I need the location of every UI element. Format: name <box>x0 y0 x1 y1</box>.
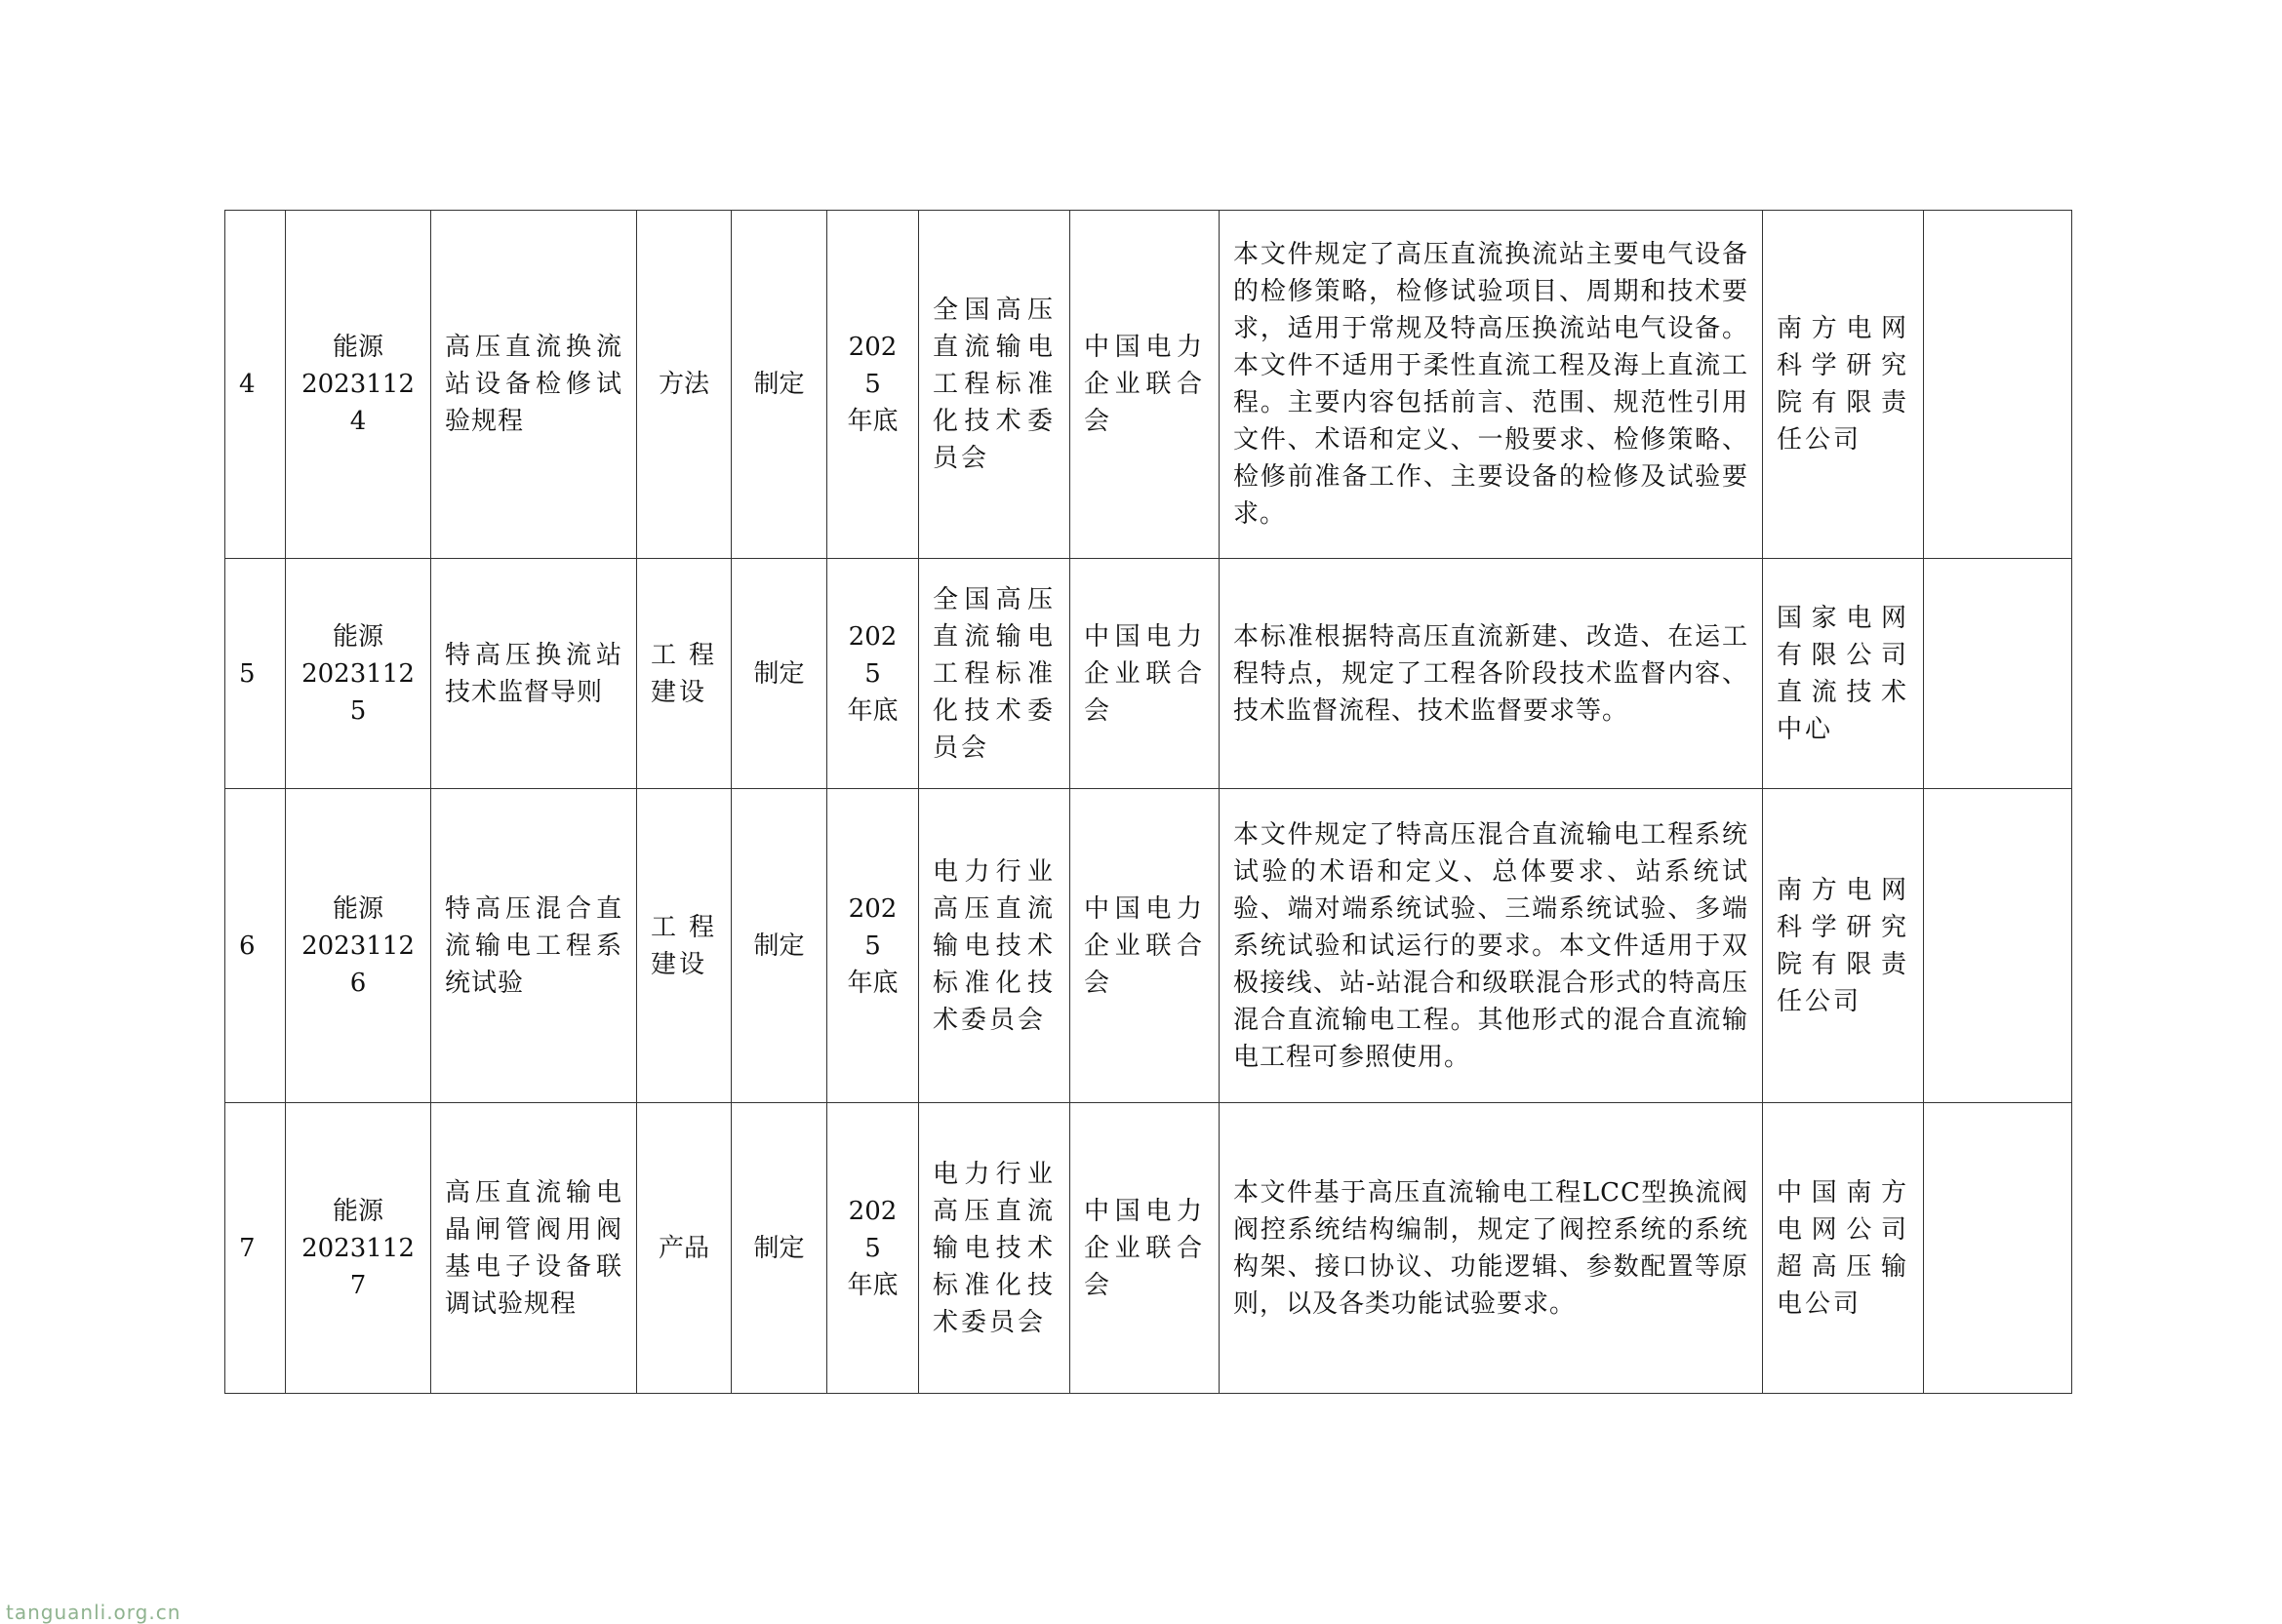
standard-type: 制定 <box>732 211 827 559</box>
row-number: 7 <box>225 1103 286 1394</box>
proposing-unit: 中国电力企业联合会 <box>1070 1103 1220 1394</box>
plan-code-prefix: 能源 <box>332 893 383 924</box>
standard-category: 工程建设 <box>637 559 732 789</box>
deadline-suffix: 年底 <box>847 695 899 726</box>
standard-type: 制定 <box>732 559 827 789</box>
standard-type: 制定 <box>732 789 827 1103</box>
proposing-unit: 中国电力企业联合会 <box>1070 789 1220 1103</box>
technical-committee: 电力行业高压直流输电技术标准化技术委员会 <box>919 789 1070 1103</box>
drafting-unit: 南方电网科学研究院有限责任公司 <box>1763 789 1924 1103</box>
standard-category: 产品 <box>637 1103 732 1394</box>
plan-code-cell <box>286 789 431 1103</box>
deadline-cell <box>827 1103 919 1394</box>
deadline-suffix: 年底 <box>847 407 899 436</box>
table-row <box>225 211 2072 559</box>
deadline-cell <box>827 559 919 789</box>
deadline-cell <box>827 789 919 1103</box>
drafting-unit: 中国南方电网公司超高压输电公司 <box>1763 1103 1924 1394</box>
proposing-unit: 中国电力企业联合会 <box>1070 559 1220 789</box>
table-row <box>225 1103 2072 1394</box>
remark-cell <box>1924 1103 2072 1394</box>
scope-description: 本文件基于高压直流输电工程LCC型换流阀阀控系统结构编制，规定了阀控系统的系统构架、接口协议、功能逻辑、参数配置等原则，以及各类功能试验要求。 <box>1220 1103 1763 1394</box>
deadline-suffix: 年底 <box>847 968 899 998</box>
row-number: 4 <box>225 211 286 559</box>
standard-name: 特高压换流站技术监督导则 <box>431 559 637 789</box>
technical-committee: 全国高压直流输电工程标准化技术委员会 <box>919 559 1070 789</box>
remark-cell <box>1924 211 2072 559</box>
scope-description: 本文件规定了特高压混合直流输电工程系统试验的术语和定义、总体要求、站系统试验、端对端系统试验、三端系统试验、多端系统试验和试运行的要求。本文件适用于双极接线、站-站混合和级联混合形式的特高压混合直流输电工程。其他形式的混合直流输电工程可参照使用。 <box>1220 789 1763 1103</box>
plan-code-prefix: 能源 <box>332 621 383 652</box>
plan-code-number: 20231127 <box>301 1233 415 1300</box>
standard-name: 特高压混合直流输电工程系统试验 <box>431 789 637 1103</box>
plan-code-cell <box>286 1103 431 1394</box>
technical-committee: 电力行业高压直流输电技术标准化技术委员会 <box>919 1103 1070 1394</box>
deadline-suffix: 年底 <box>847 1270 899 1300</box>
deadline-year: 2025 <box>848 893 898 961</box>
plan-code-cell <box>286 559 431 789</box>
standard-category: 工程建设 <box>637 789 732 1103</box>
standard-category: 方法 <box>637 211 732 559</box>
proposing-unit: 中国电力企业联合会 <box>1070 211 1220 559</box>
plan-code-prefix: 能源 <box>332 333 383 362</box>
drafting-unit: 南方电网科学研究院有限责任公司 <box>1763 211 1924 559</box>
deadline-cell <box>827 211 919 559</box>
remark-cell <box>1924 559 2072 789</box>
plan-code-number: 20231125 <box>301 658 415 726</box>
deadline-year: 2025 <box>848 1196 898 1263</box>
drafting-unit: 国家电网有限公司直流技术中心 <box>1763 559 1924 789</box>
standard-name: 高压直流输电晶闸管阀用阀基电子设备联调试验规程 <box>431 1103 637 1394</box>
standard-name: 高压直流换流站设备检修试验规程 <box>431 211 637 559</box>
standard-type: 制定 <box>732 1103 827 1394</box>
standards-plan-table <box>224 210 2072 1394</box>
scope-description: 本文件规定了高压直流换流站主要电气设备的检修策略，检修试验项目、周期和技术要求，适用于常规及特高压换流站电气设备。本文件不适用于柔性直流工程及海上直流工程。主要内容包括前言、范围、规范性引用文件、术语和定义、一般要求、检修策略、检修前准备工作、主要设备的检修及试验要求。 <box>1220 211 1763 559</box>
plan-code-number: 20231124 <box>301 370 415 436</box>
remark-cell <box>1924 789 2072 1103</box>
plan-code-cell <box>286 211 431 559</box>
deadline-year: 2025 <box>848 333 898 399</box>
plan-code-prefix: 能源 <box>332 1196 383 1226</box>
site-watermark: tanguanli.org.cn <box>6 1601 181 1624</box>
row-number: 5 <box>225 559 286 789</box>
row-number: 6 <box>225 789 286 1103</box>
scope-description: 本标准根据特高压直流新建、改造、在运工程特点，规定了工程各阶段技术监督内容、技术监督流程、技术监督要求等。 <box>1220 559 1763 789</box>
plan-code-number: 20231126 <box>301 931 415 998</box>
technical-committee: 全国高压直流输电工程标准化技术委员会 <box>919 211 1070 559</box>
table-row <box>225 559 2072 789</box>
table-row <box>225 789 2072 1103</box>
deadline-year: 2025 <box>848 621 898 689</box>
